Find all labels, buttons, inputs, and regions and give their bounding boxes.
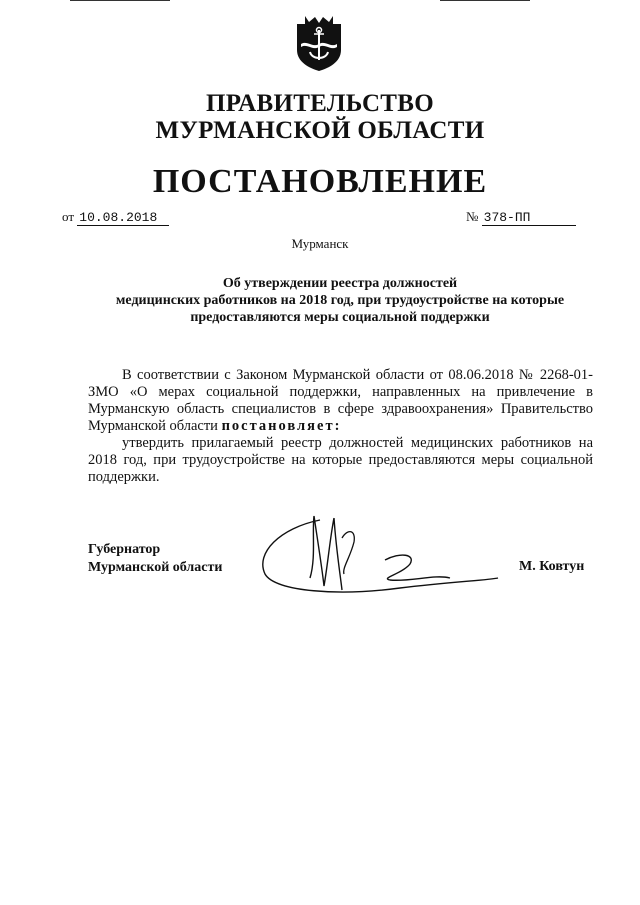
body-paragraph — [88, 367, 593, 435]
document-number — [466, 209, 576, 226]
decree-word: постановляет: — [221, 418, 342, 434]
document-body — [88, 367, 593, 486]
document-date — [62, 209, 169, 226]
subject-line: Об утверждении реестра должностей — [222, 276, 458, 291]
body-paragraph: утвердить прилагаемый реестр должностей медицинских работников на 2018 год, при трудоустройстве на которые предоставляются меры социальной поддержки. — [88, 435, 593, 485]
signatory-name: М. Ковтун — [519, 559, 585, 574]
subject-line: медицинских работников на 2018 год, при трудоустройстве на которые — [115, 293, 565, 308]
subject-line: предоставляются меры социальной поддержки — [190, 310, 490, 325]
signatory-position — [88, 541, 222, 577]
scan-edge-line — [440, 0, 530, 1]
number-value: 378-ПП — [482, 210, 576, 226]
coat-of-arms-icon — [295, 14, 343, 72]
document-type: ПОСТАНОВЛЕНИЕ — [152, 163, 488, 200]
body-paragraph-text: В соответствии с Законом Мурманской области от 08.06.2018 № 2268-01-ЗМО «О мерах социальной поддержки, направленных на привлечение в Мурманскую область специалистов в сфере здравоохранения» Правительство Мурманской области — [88, 367, 593, 434]
city: Мурманск — [291, 236, 349, 251]
date-prefix: от — [62, 209, 75, 224]
org-name-line-1: ПРАВИТЕЛЬСТВО — [206, 90, 434, 117]
position-line: Губернатор — [88, 542, 161, 557]
position-line: Мурманской области — [88, 560, 223, 575]
org-name-line-2: МУРМАНСКОЙ ОБЛАСТИ — [155, 117, 485, 144]
date-value: 10.08.2018 — [77, 210, 169, 226]
scan-edge-line — [70, 0, 170, 1]
handwritten-signature — [250, 508, 500, 598]
document-subject — [80, 275, 600, 326]
number-prefix: № — [466, 209, 479, 224]
